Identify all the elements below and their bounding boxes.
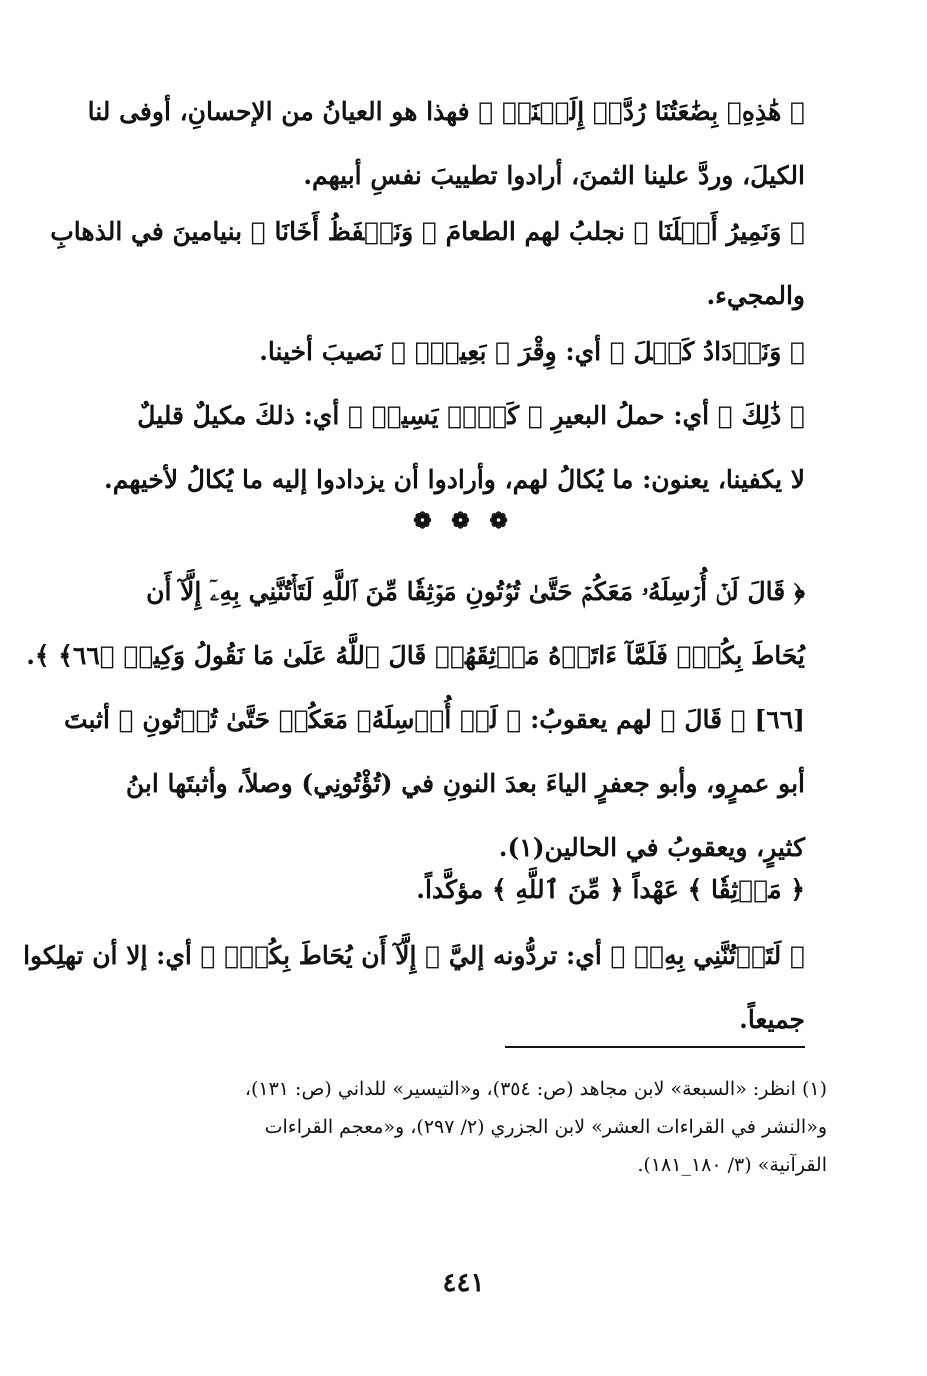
text-line: ﴿ مَوۡثِقٗا ﴾ عَهْداً ﴿ مِّنَ ٱللَّهِ ﴾ مؤكَّداً.	[416, 875, 805, 904]
text-line: ﴿ هَٰذِهِۦ بِضَٰعَتُنَا رُدَّتۡ إِلَيۡنَاۖ ﴾ فهذا هو العيانُ من الإحسانِ، أوفى لنا	[87, 97, 805, 126]
paragraph-1	[84, 80, 805, 208]
footnote-line: القرآنية» (٣/ ١٨٠_١٨١).	[637, 1154, 827, 1176]
footnote-line: و«النشر في القراءات العشر» لابن الجزري (٢/ ٢٩٧)، و«معجم القراءات	[264, 1116, 827, 1138]
footnote	[84, 1070, 827, 1184]
text-line: [٦٦] ﴿ قَالَ ﴾ لهم يعقوبُ: ﴿ لَنۡ أُرۡسِلَهُۥ مَعَكُمۡ حَتَّىٰ تُؤۡتُونِ ﴾ أثبتَ	[63, 705, 805, 734]
text-line: والمجيء.	[706, 281, 805, 310]
page-number: ٤٤١	[442, 1268, 485, 1298]
text-line: ﴿ قَالَ لَنۡ أُرۡسِلَهُۥ مَعَكُمۡ حَتَّىٰ تُؤۡتُونِ مَوۡثِقٗا مِّنَ ٱللَّهِ لَتَأۡتُنَّنِي بِهِۦٓ إِلَّآ أَن	[146, 577, 805, 606]
paragraph-7	[84, 858, 805, 922]
text-line: ﴿ ذَٰلِكَ ﴾ أي: حملُ البعيرِ ﴿ كَيۡلٞ يَسِيرٞ ﴾ أي: ذلكَ مكيلٌ قليلٌ	[137, 401, 805, 430]
text-line: جميعاً.	[739, 1005, 805, 1034]
text-line: ﴿ وَنَمِيرُ أَهۡلَنَا ﴾ نجلبُ لهم الطعامَ ﴿ وَنَحۡفَظُ أَخَانَا ﴾ بنيامينَ في الذهابِ	[50, 217, 805, 246]
text-line: ﴿ وَنَزۡدَادُ كَيۡلَ ﴾ أي: وِقْرَ ﴿ بَعِيرٖۖ ﴾ نَصيبَ أخينا.	[259, 337, 805, 366]
paragraph-4	[84, 384, 805, 512]
text-line: كثيرٍ، ويعقوبُ في الحالين(١).	[498, 833, 805, 862]
footnote-divider	[505, 1046, 805, 1048]
text-line: أبو عمرٍو، وأبو جعفرٍ الياءَ بعدَ النونِ في (تُؤْتُونِي) وصلاً، وأثبتَها ابنُ	[125, 769, 805, 798]
text-line: لا يكفينا، يعنون: ما يُكالُ لهم، وأرادوا أن يزدادوا إليه ما يُكالُ لأخيهم.	[103, 465, 805, 494]
paragraph-3	[84, 320, 805, 384]
paragraph-2	[50, 200, 805, 328]
quran-verse-paragraph	[26, 560, 805, 688]
text-line: يُحَاطَ بِكُمۡۖ فَلَمَّآ ءَاتَوۡهُ مَوۡثِقَهُمۡ قَالَ ٱللَّهُ عَلَىٰ مَا نَقُولُ وَكِيلٞ ﴿٦٦﴾ ﴾.	[26, 641, 805, 670]
footnote-line: (١) انظر: «السبعة» لابن مجاهد (ص: ٣٥٤)، و«التيسير» للداني (ص: ١٣١)،	[244, 1078, 827, 1100]
section-separator: ❁ ❁ ❁	[413, 508, 514, 534]
text-line: ﴿ لَتَأۡتُنَّنِي بِهِۦٓ ﴾ أي: تردُّونه إليَّ ﴿ إِلَّآ أَن يُحَاطَ بِكُمۡۖ ﴾ أي: إلا أن تهلِكوا	[23, 941, 805, 970]
paragraph-6	[63, 688, 805, 880]
paragraph-8	[23, 924, 805, 1052]
text-line: الكيلَ، وردَّ علينا الثمنَ، أرادوا تطييبَ نفسِ أبيهم.	[303, 161, 805, 190]
